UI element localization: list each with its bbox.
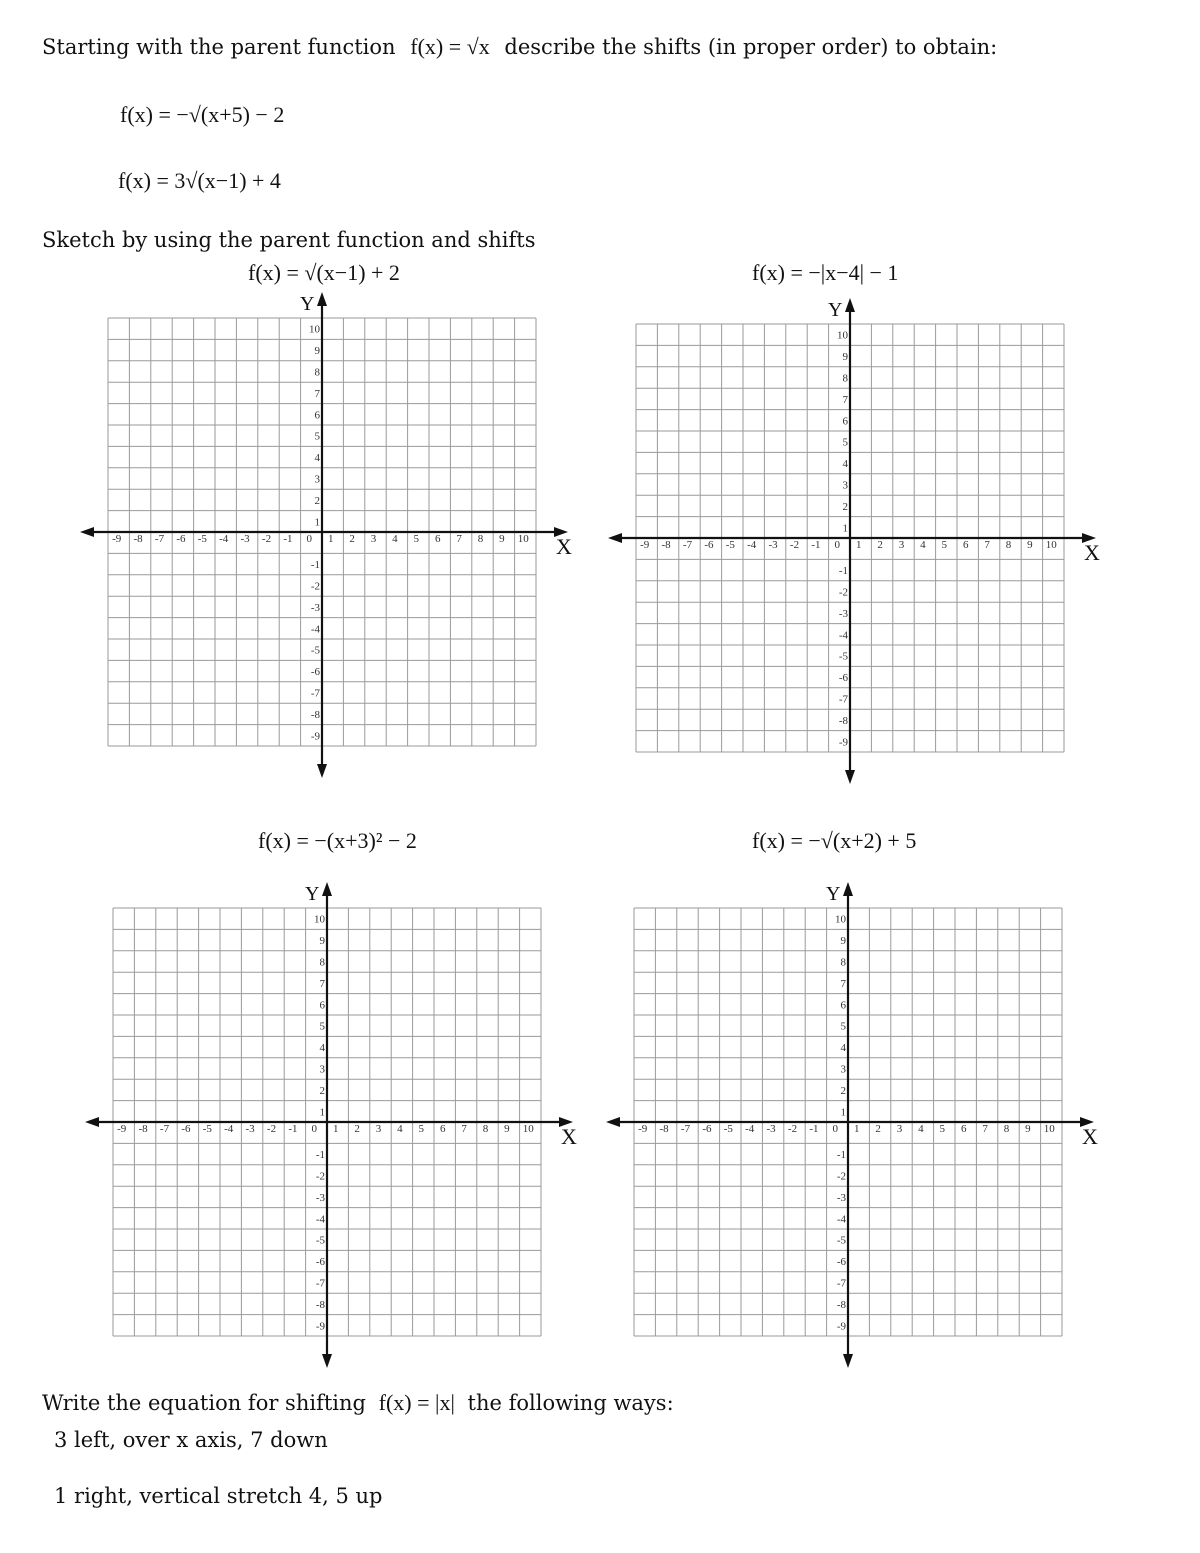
x-tick-label: 8 <box>482 1123 489 1135</box>
y-tick-label: 9 <box>842 351 848 364</box>
x-tick-label: 9 <box>504 1123 510 1135</box>
x-tick-label: 10 <box>522 1123 534 1135</box>
y-tick-label: 6 <box>842 415 848 428</box>
y-tick-label: -5 <box>315 1234 325 1247</box>
x-tick-label: -9 <box>117 1123 127 1135</box>
y-tick-label: -3 <box>315 1191 325 1204</box>
y-tick-label: -8 <box>838 714 848 727</box>
x-tick-label: -6 <box>702 1123 712 1135</box>
x-tick-label: -2 <box>266 1123 277 1135</box>
y-tick-label: 8 <box>840 956 846 969</box>
y-tick-label: 2 <box>314 494 320 507</box>
y-tick-label: -2 <box>838 586 848 599</box>
write-line <box>42 1390 674 1416</box>
y-axis-up-arrow <box>322 882 332 896</box>
x-axis-left-arrow <box>608 533 622 543</box>
x-tick-label: 6 <box>960 1123 967 1135</box>
describe-equation-1: f(x) = −√(x+5) − 2 <box>120 102 285 127</box>
y-tick-label: -6 <box>310 666 320 679</box>
x-tick-label: 2 <box>877 539 883 551</box>
x-tick-label: -9 <box>638 1123 648 1135</box>
y-tick-label: 7 <box>314 387 320 400</box>
x-tick-label: 1 <box>855 539 862 551</box>
y-tick-label: 7 <box>319 977 325 990</box>
x-tick-label: -1 <box>283 533 293 545</box>
x-tick-label: 9 <box>1027 539 1033 551</box>
y-tick-label: -5 <box>836 1234 846 1247</box>
x-tick-label: -6 <box>704 539 714 551</box>
y-tick-label: -2 <box>310 580 320 593</box>
y-axis-label: Y <box>826 883 841 905</box>
x-tick-label: -8 <box>659 1123 669 1135</box>
y-tick-label: -9 <box>315 1320 325 1333</box>
y-tick-label: -7 <box>310 687 320 700</box>
x-tick-label: -7 <box>680 1123 691 1135</box>
x-tick-label: -6 <box>181 1123 191 1135</box>
x-tick-label: -3 <box>768 539 778 551</box>
y-tick-label: -3 <box>310 601 320 614</box>
write-prefix: Write the equation for shifting <box>42 1391 366 1415</box>
y-tick-label: 9 <box>314 345 320 358</box>
y-tick-label: -9 <box>836 1320 846 1333</box>
x-tick-label: 8 <box>1005 539 1012 551</box>
x-tick-label: -4 <box>745 1123 755 1135</box>
x-tick-label: 4 <box>397 1123 403 1135</box>
y-axis-up-arrow <box>317 292 327 306</box>
x-tick-label: 2 <box>349 533 355 545</box>
y-tick-label: 3 <box>314 473 320 486</box>
y-tick-label: -4 <box>310 623 320 636</box>
y-tick-label: -3 <box>838 607 848 620</box>
y-tick-label: 3 <box>319 1063 325 1076</box>
y-tick-label: 7 <box>840 977 846 990</box>
graph-3-equation: f(x) = −(x+3)² − 2 <box>258 828 417 853</box>
shift-item-1: 3 left, over x axis, 7 down <box>54 1428 328 1452</box>
x-tick-label: 5 <box>413 533 420 545</box>
x-tick-label: 6 <box>962 539 969 551</box>
graph-4-grid[interactable] <box>606 880 1106 1374</box>
x-tick-label: -1 <box>809 1123 819 1135</box>
y-axis-label: Y <box>828 299 843 321</box>
y-tick-label: -7 <box>838 693 848 706</box>
x-tick-label: -3 <box>766 1123 776 1135</box>
y-axis-label: Y <box>300 293 315 315</box>
y-tick-label: 2 <box>840 1084 846 1097</box>
coordinate-grid-4[interactable] <box>606 880 1106 1370</box>
x-tick-label: 2 <box>875 1123 881 1135</box>
y-tick-label: -3 <box>836 1191 846 1204</box>
graph-1-grid[interactable] <box>80 290 580 784</box>
x-tick-label: 7 <box>982 1123 988 1135</box>
y-tick-label: 4 <box>840 1042 846 1055</box>
y-tick-label: 1 <box>842 522 848 535</box>
y-tick-label: -2 <box>836 1170 846 1183</box>
y-axis-up-arrow <box>843 882 853 896</box>
y-tick-label: 10 <box>309 323 320 336</box>
write-suffix: the following ways: <box>467 1391 674 1415</box>
x-tick-label: 8 <box>1003 1123 1010 1135</box>
y-tick-label: 9 <box>319 935 325 948</box>
sketch-heading: Sketch by using the parent function and shifts <box>42 228 536 252</box>
y-tick-label: 9 <box>840 935 846 948</box>
graph-3-grid[interactable] <box>85 880 585 1374</box>
x-tick-label: 5 <box>939 1123 946 1135</box>
y-tick-label: 8 <box>314 366 320 379</box>
intro-line <box>42 34 997 60</box>
y-tick-label: 4 <box>319 1042 325 1055</box>
x-tick-label: 0 <box>834 539 841 551</box>
coordinate-grid-1[interactable] <box>80 290 580 780</box>
x-tick-label: -8 <box>133 533 143 545</box>
x-tick-label: 3 <box>370 533 377 545</box>
y-tick-label: -8 <box>310 708 320 721</box>
y-tick-label: -1 <box>315 1149 325 1162</box>
parent-function: f(x) = √x <box>410 34 490 59</box>
y-axis-down-arrow <box>322 1354 332 1368</box>
x-tick-label: -5 <box>723 1123 733 1135</box>
x-tick-label: 3 <box>898 539 905 551</box>
y-tick-label: -1 <box>310 559 320 572</box>
x-tick-label: -4 <box>224 1123 234 1135</box>
x-tick-label: -6 <box>176 533 186 545</box>
x-tick-label: -2 <box>789 539 800 551</box>
y-tick-label: 10 <box>837 329 848 342</box>
x-axis-left-arrow <box>85 1117 99 1127</box>
x-tick-label: 9 <box>1025 1123 1031 1135</box>
y-axis-down-arrow <box>845 770 855 784</box>
x-tick-label: -1 <box>811 539 821 551</box>
x-tick-label: 4 <box>920 539 926 551</box>
graph-2-equation: f(x) = −|x−4| − 1 <box>752 260 899 285</box>
x-tick-label: -4 <box>747 539 757 551</box>
y-tick-label: 5 <box>319 1020 325 1033</box>
y-axis-up-arrow <box>845 298 855 312</box>
x-tick-label: 7 <box>456 533 462 545</box>
y-tick-label: -7 <box>315 1277 325 1290</box>
x-tick-label: 10 <box>1045 539 1057 551</box>
y-tick-label: 10 <box>314 913 325 926</box>
write-function: f(x) = |x| <box>378 1390 455 1415</box>
x-axis-label: X <box>1084 540 1100 565</box>
x-tick-label: -1 <box>288 1123 298 1135</box>
x-tick-label: -8 <box>661 539 671 551</box>
intro-suffix: describe the shifts (in proper order) to obtain: <box>504 35 998 59</box>
x-tick-label: -2 <box>787 1123 798 1135</box>
x-axis-label: X <box>1082 1124 1098 1149</box>
x-tick-label: -7 <box>154 533 165 545</box>
y-tick-label: -5 <box>310 644 320 657</box>
y-tick-label: -6 <box>315 1256 325 1269</box>
graph-1-equation: f(x) = √(x−1) + 2 <box>248 260 400 285</box>
y-tick-label: 5 <box>840 1020 846 1033</box>
y-tick-label: 1 <box>319 1106 325 1119</box>
graph-2-grid[interactable] <box>608 296 1108 790</box>
y-tick-label: 5 <box>314 430 320 443</box>
y-tick-label: -6 <box>836 1256 846 1269</box>
x-tick-label: 6 <box>434 533 441 545</box>
x-tick-label: -7 <box>682 539 693 551</box>
y-tick-label: -7 <box>836 1277 846 1290</box>
x-tick-label: 0 <box>832 1123 839 1135</box>
y-axis-down-arrow <box>843 1354 853 1368</box>
x-tick-label: 7 <box>984 539 990 551</box>
intro-prefix: Starting with the parent function <box>42 35 396 59</box>
x-tick-label: 10 <box>517 533 529 545</box>
y-tick-label: 6 <box>319 999 325 1012</box>
x-tick-label: 9 <box>499 533 505 545</box>
y-axis-down-arrow <box>317 764 327 778</box>
x-tick-label: 4 <box>392 533 398 545</box>
y-tick-label: -4 <box>836 1213 846 1226</box>
y-tick-label: -5 <box>838 650 848 663</box>
y-tick-label: 5 <box>842 436 848 449</box>
x-tick-label: -3 <box>245 1123 255 1135</box>
y-tick-label: -1 <box>838 565 848 578</box>
x-axis-label: X <box>561 1124 577 1149</box>
x-axis-left-arrow <box>606 1117 620 1127</box>
x-tick-label: 5 <box>941 539 948 551</box>
y-tick-label: 2 <box>319 1084 325 1097</box>
y-tick-label: -1 <box>836 1149 846 1162</box>
y-tick-label: -9 <box>310 730 320 743</box>
x-tick-label: 10 <box>1043 1123 1055 1135</box>
x-tick-label: -2 <box>261 533 272 545</box>
describe-equation-2: f(x) = 3√(x−1) + 4 <box>118 168 281 193</box>
x-tick-label: 0 <box>306 533 313 545</box>
y-tick-label: 6 <box>840 999 846 1012</box>
y-tick-label: 2 <box>842 500 848 513</box>
x-tick-label: -9 <box>112 533 122 545</box>
x-tick-label: 4 <box>918 1123 924 1135</box>
y-tick-label: 3 <box>842 479 848 492</box>
coordinate-grid-3[interactable] <box>85 880 585 1370</box>
y-tick-label: -8 <box>315 1298 325 1311</box>
x-tick-label: 8 <box>477 533 484 545</box>
y-tick-label: -2 <box>315 1170 325 1183</box>
y-tick-label: -8 <box>836 1298 846 1311</box>
x-tick-label: 0 <box>311 1123 318 1135</box>
y-tick-label: 4 <box>314 452 320 465</box>
y-tick-label: 8 <box>319 956 325 969</box>
y-tick-label: 3 <box>840 1063 846 1076</box>
x-tick-label: -5 <box>197 533 207 545</box>
x-tick-label: 1 <box>853 1123 860 1135</box>
y-tick-label: 4 <box>842 458 848 471</box>
y-tick-label: 1 <box>840 1106 846 1119</box>
x-tick-label: -5 <box>202 1123 212 1135</box>
x-tick-label: 5 <box>418 1123 425 1135</box>
x-tick-label: 2 <box>354 1123 360 1135</box>
x-tick-label: 3 <box>375 1123 382 1135</box>
x-tick-label: -5 <box>725 539 735 551</box>
y-tick-label: 6 <box>314 409 320 422</box>
x-tick-label: -4 <box>219 533 229 545</box>
y-tick-label: -6 <box>838 672 848 685</box>
coordinate-grid-2[interactable] <box>608 296 1108 786</box>
x-tick-label: -7 <box>159 1123 170 1135</box>
x-tick-label: -8 <box>138 1123 148 1135</box>
y-tick-label: -4 <box>838 629 848 642</box>
x-tick-label: 6 <box>439 1123 446 1135</box>
x-tick-label: -3 <box>240 533 250 545</box>
graph-4-equation: f(x) = −√(x+2) + 5 <box>752 828 917 853</box>
y-tick-label: -4 <box>315 1213 325 1226</box>
x-axis-label: X <box>556 534 572 559</box>
x-tick-label: 3 <box>896 1123 903 1135</box>
y-tick-label: 10 <box>835 913 846 926</box>
y-tick-label: -9 <box>838 736 848 749</box>
x-tick-label: 7 <box>461 1123 467 1135</box>
x-axis-left-arrow <box>80 527 94 537</box>
shift-item-2: 1 right, vertical stretch 4, 5 up <box>54 1484 383 1508</box>
y-tick-label: 1 <box>314 516 320 529</box>
x-tick-label: 1 <box>327 533 334 545</box>
y-tick-label: 8 <box>842 372 848 385</box>
y-tick-label: 7 <box>842 393 848 406</box>
x-tick-label: 1 <box>332 1123 339 1135</box>
y-axis-label: Y <box>305 883 320 905</box>
x-tick-label: -9 <box>640 539 650 551</box>
